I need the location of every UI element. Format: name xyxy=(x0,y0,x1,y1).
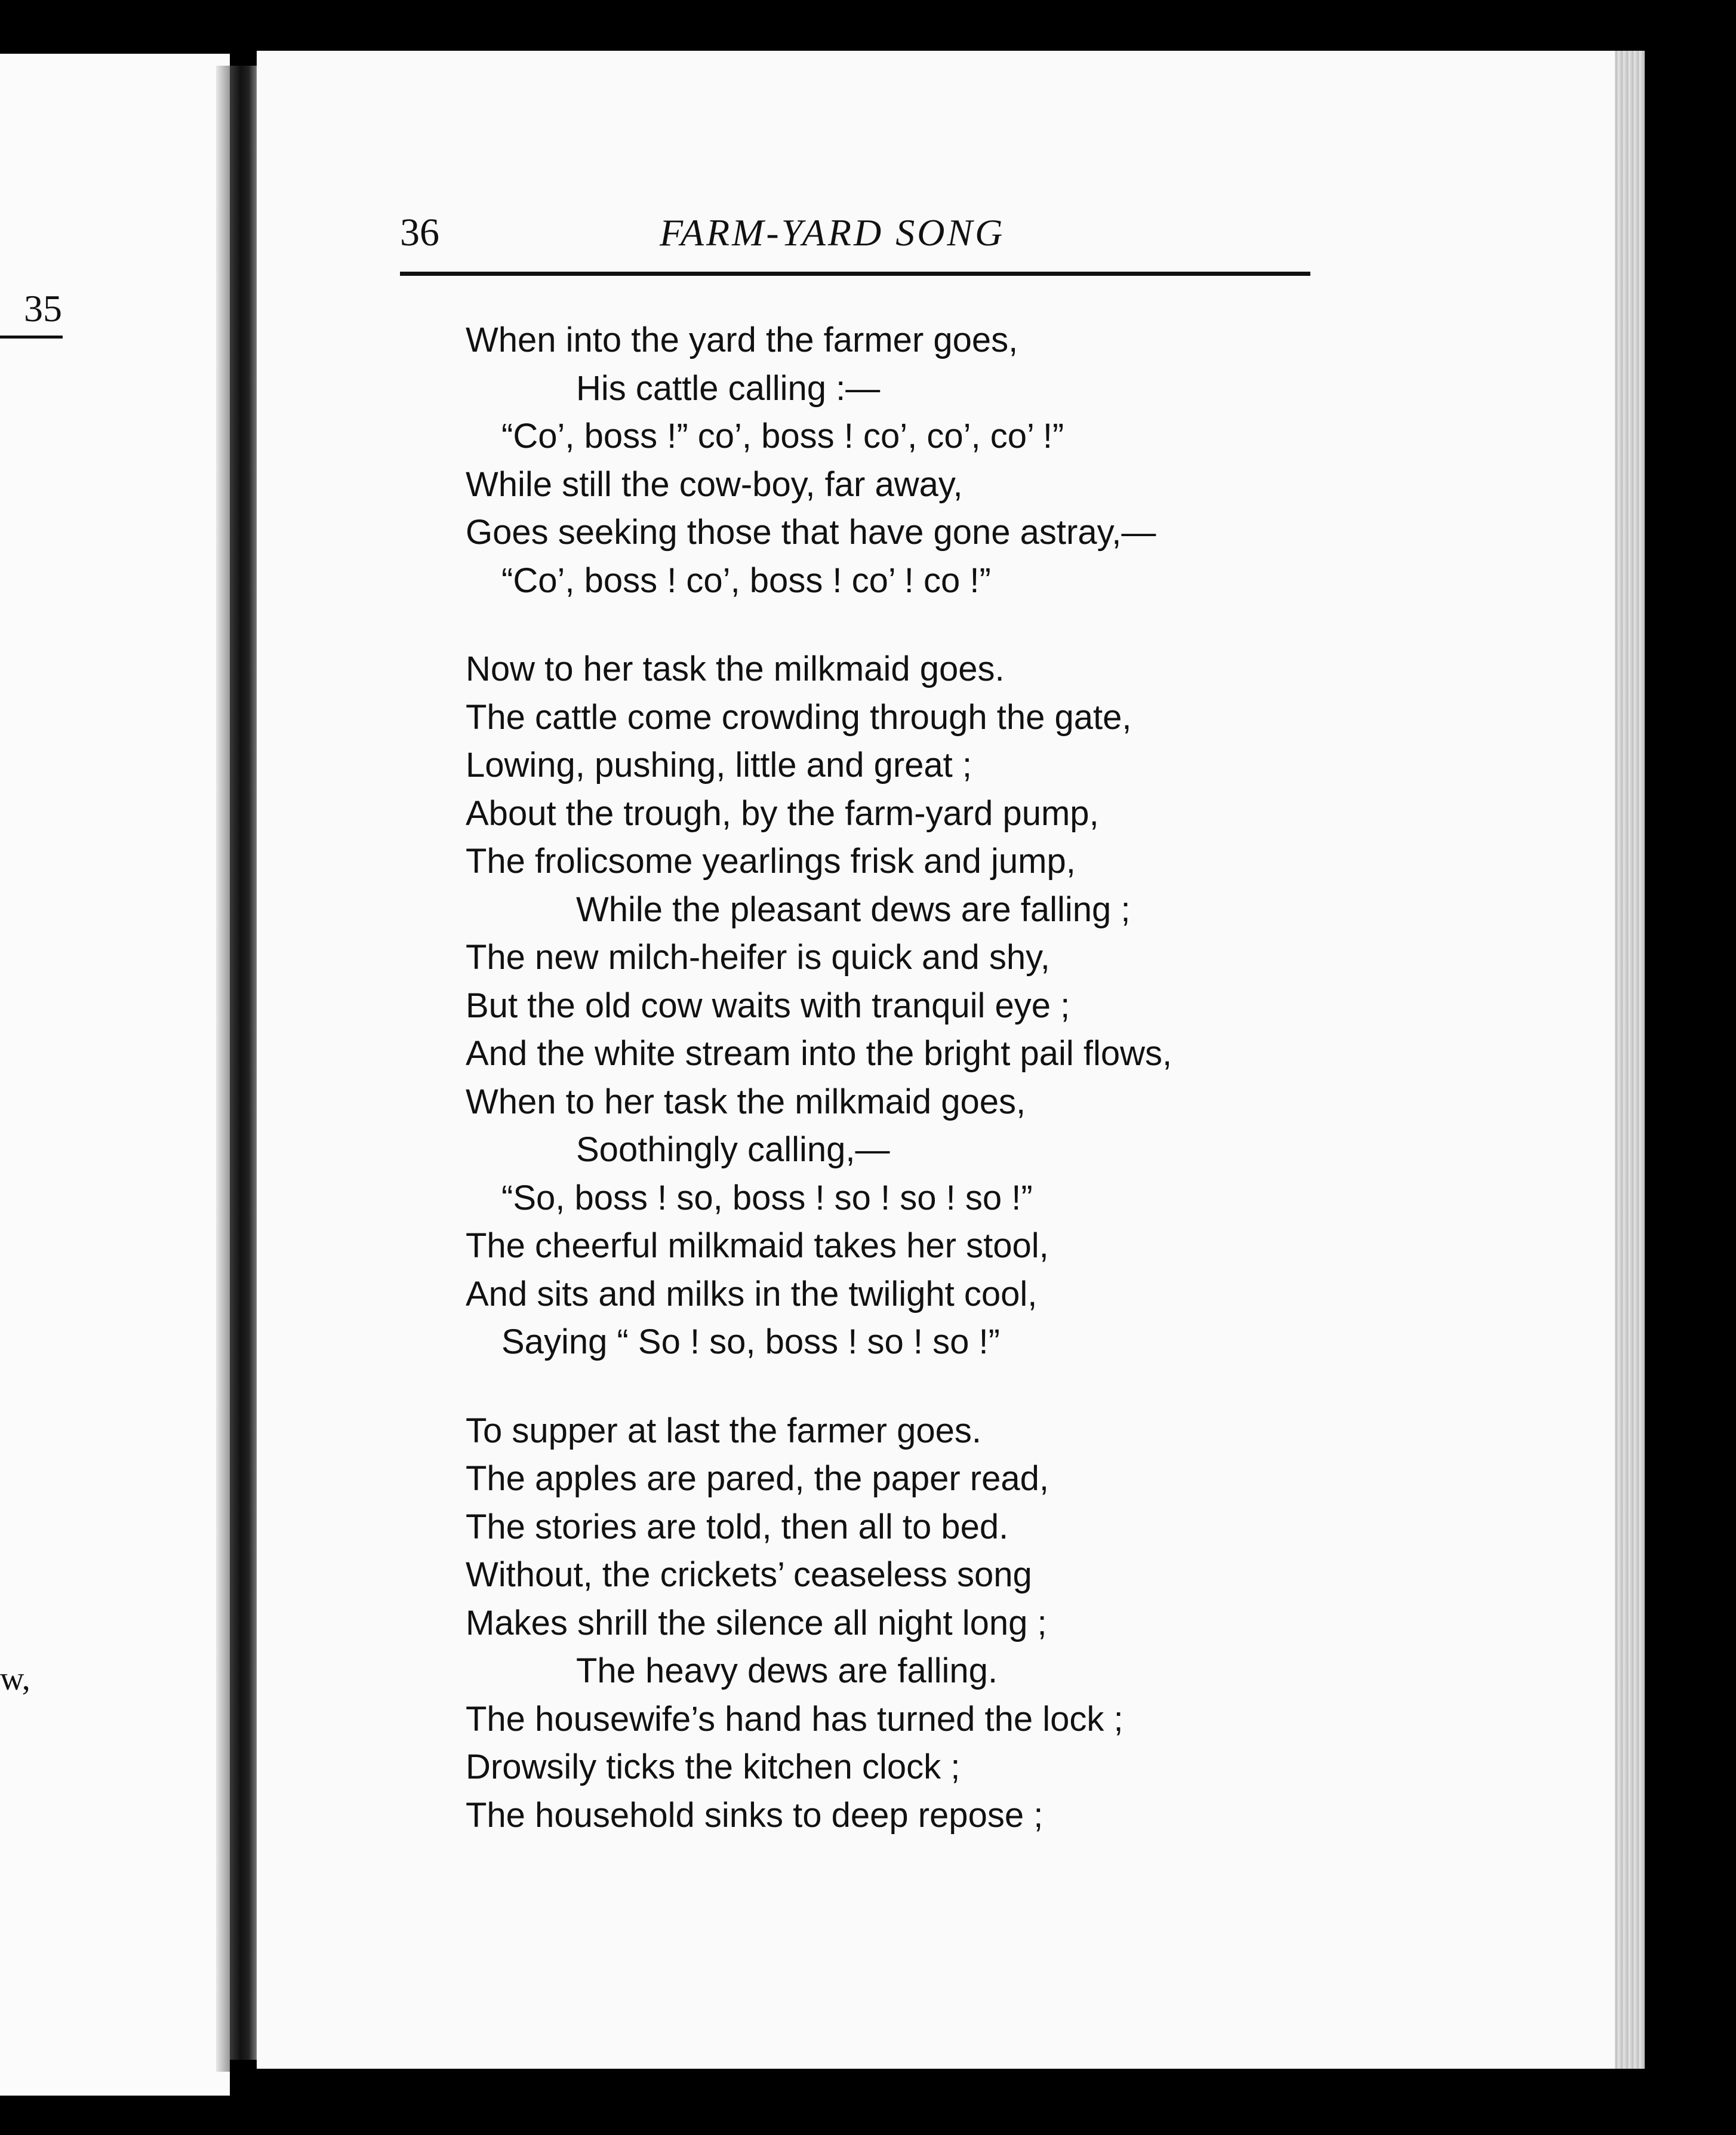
previous-page-text-fragment: w, xyxy=(0,1660,30,1697)
poem-line: The apples are pared, the paper read, xyxy=(466,1459,1049,1498)
poem-line: To supper at last the farmer goes. xyxy=(466,1411,981,1450)
poem-line: When to her task the milkmaid goes, xyxy=(466,1082,1026,1121)
poem-line: The frolicsome yearlings frisk and jump, xyxy=(466,842,1076,881)
poem-line: Soothingly calling,— xyxy=(576,1130,890,1169)
poem-line: “Co’, boss !” co’, boss ! co’, co’, co’ !” xyxy=(501,417,1064,456)
page-header xyxy=(400,209,1310,257)
book-gutter xyxy=(230,66,257,2060)
poem-line: Goes seeking those that have gone astray,— xyxy=(466,513,1156,552)
poem-line: Drowsily ticks the kitchen clock ; xyxy=(466,1748,961,1786)
poem-line: The cheerful milkmaid takes her stool, xyxy=(466,1226,1049,1265)
poem-line: “So, boss ! so, boss ! so ! so ! so !” xyxy=(501,1178,1033,1217)
poem-line: Now to her task the milkmaid goes. xyxy=(466,650,1005,688)
page-edges xyxy=(1615,51,1645,2069)
poem-line: While still the cow-boy, far away, xyxy=(466,464,963,504)
stanza xyxy=(466,316,1337,605)
poem-line: The household sinks to deep repose ; xyxy=(466,1795,1044,1835)
poem-line: When into the yard the farmer goes, xyxy=(466,321,1018,359)
poem-line: Lowing, pushing, little and great ; xyxy=(466,746,972,785)
poem-line: The stories are told, then all to bed. xyxy=(466,1507,1009,1546)
poem-line: But the old cow waits with tranquil eye ; xyxy=(466,986,1070,1025)
stanza xyxy=(466,1407,1337,1840)
header-rule xyxy=(400,272,1310,276)
previous-page xyxy=(0,54,230,2096)
page-curve-shadow xyxy=(216,66,230,2072)
previous-page-header-rule xyxy=(0,336,63,339)
poem-line: About the trough, by the farm-yard pump, xyxy=(466,793,1099,833)
poem-line: Saying “ So ! so, boss ! so ! so !” xyxy=(501,1322,1000,1361)
poem-line: And sits and milks in the twilight cool, xyxy=(466,1274,1038,1313)
poem-line: Makes shrill the silence all night long ; xyxy=(466,1603,1047,1642)
poem-line: The cattle come crowding through the gate, xyxy=(466,697,1132,737)
stanza xyxy=(466,645,1337,1367)
previous-page-number: 35 xyxy=(24,287,62,330)
poem-line: His cattle calling :— xyxy=(576,368,881,408)
poem-line: “Co’, boss ! co’, boss ! co’ ! co !” xyxy=(501,561,991,600)
page-number: 36 xyxy=(400,211,439,254)
running-title: FARM-YARD SONG xyxy=(660,211,1005,254)
poem-line: The heavy dews are falling. xyxy=(576,1651,998,1690)
poem-line: The new milch-heifer is quick and shy, xyxy=(466,938,1050,977)
poem-line: The housewife’s hand has turned the lock ; xyxy=(466,1699,1124,1739)
poem-line: While the pleasant dews are falling ; xyxy=(576,890,1131,929)
poem-body xyxy=(466,316,1337,1880)
poem-line: And the white stream into the bright pail flows, xyxy=(466,1034,1172,1073)
poem-line: Without, the crickets’ ceaseless song xyxy=(466,1555,1032,1594)
